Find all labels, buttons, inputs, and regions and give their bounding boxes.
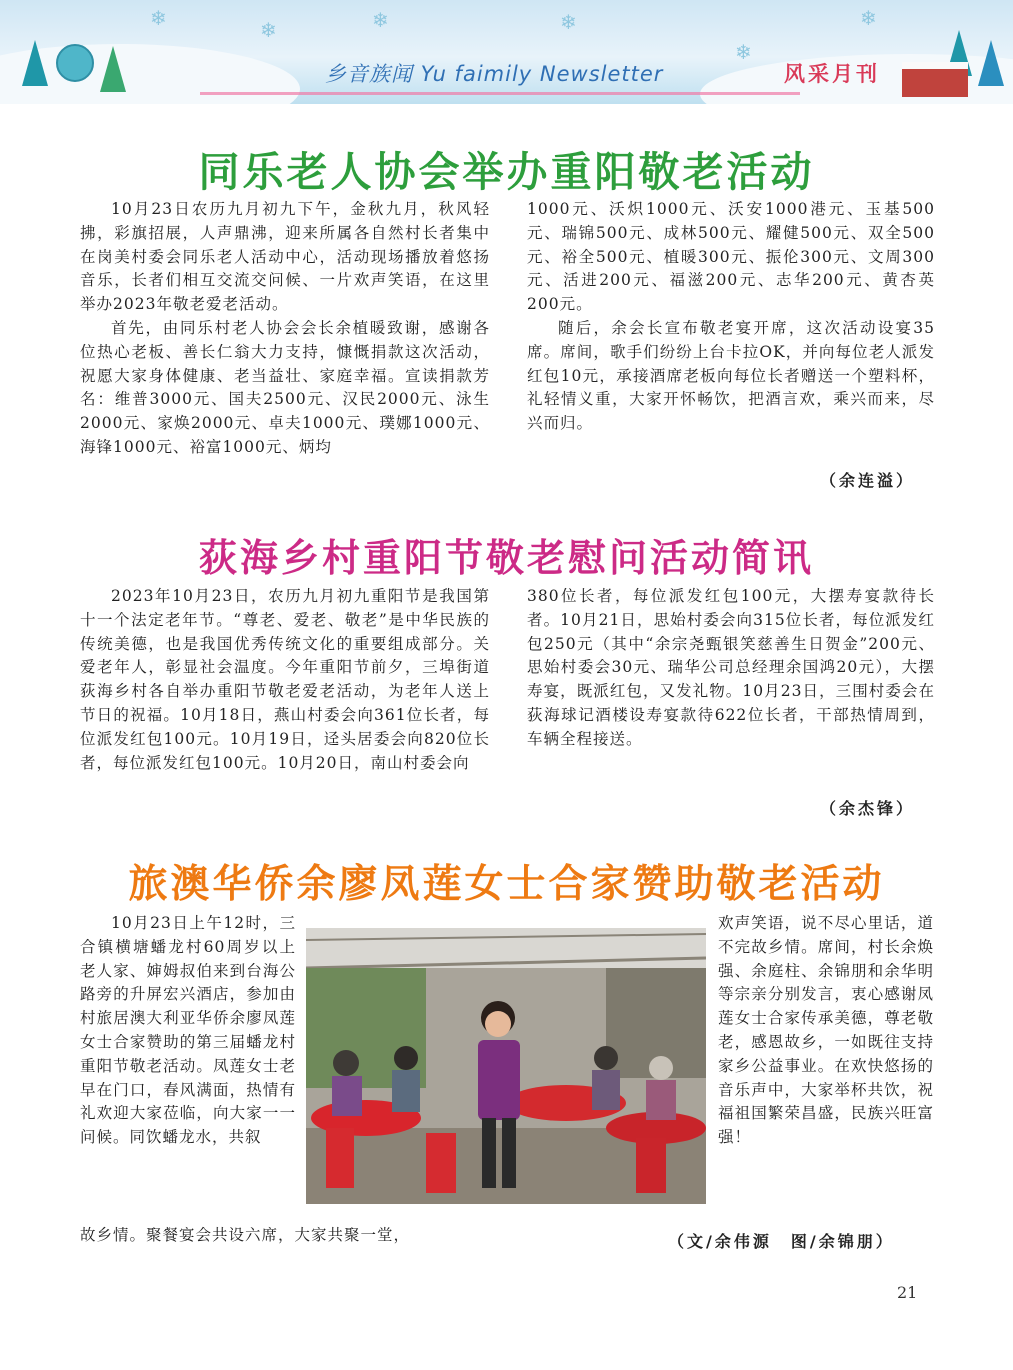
event-photo [306, 928, 706, 1204]
article1-title: 同乐老人协会举办重阳敬老活动 [198, 148, 815, 196]
article1-left-column [80, 198, 490, 460]
paragraph: 10月23日上午12时，三合镇横塘蟠龙村60周岁以上老人家、婶姆叔伯来到台海公路旁的升屏宏兴酒店，参加由村旅居澳大利亚华侨余廖凤莲女士合家赞助的第三届蟠龙村重阳节敬老活动。凤莲女士老早在门口，春风满面，热情有礼欢迎大家莅临，向大家一一问候。同饮蟠龙水，共叙 [80, 914, 296, 1147]
tree-icon [22, 40, 48, 86]
article1-author: （余连溢） [820, 471, 916, 490]
snowflake-icon: ❄ [150, 6, 167, 30]
paragraph: 2023年10月23日，农历九月初九重阳节是我国第十一个法定老年节。“尊老、爱老、敬老”是中华民族的传统美德，也是我国优秀传统文化的重要组成部分。关爱老年人，彰显社会温度。今年重阳节前夕，三埠街道荻海乡村各自举办重阳节敬老爱老活动，为老年人送上节日的祝福。10月18日，燕山村委会向361位长者，每位派发红包100元。10月19日，迳头居委会向820位长者，每位派发红包100元。10月20日，南山村委会向 [80, 587, 490, 772]
paragraph: 首先，由同乐村老人协会会长余植暖致谢，感谢各位热心老板、善长仁翁大力支持，慷慨捐款这次活动，祝愿大家身体健康、老当益壮、家庭幸福。宣读捐款芳名：维普3000元、国夫2500元、汉民2000元、泳生2000元、家焕2000元、卓夫1000元、璞娜1000元、海锋1000元、裕富1000元、炳均 [80, 318, 490, 456]
snowflake-icon: ❄ [260, 18, 277, 42]
tree-icon [978, 40, 1004, 86]
paragraph: 10月23日农历九月初九下午，金秋九月，秋风轻拂，彩旗招展，人声鼎沸，迎来所属各自然村长者集中在岗美村委会同乐老人活动中心，活动现场播放着悠扬音乐，长者们相互交流交问候、一片欢声笑语，在这里举办2023年敬老爱老活动。 [80, 200, 490, 314]
article3-bottom-line [80, 1224, 500, 1248]
magazine-name: 风采月刊 [784, 62, 880, 86]
house-icon [902, 62, 968, 97]
article2-author: （余杰锋） [820, 799, 916, 818]
article3-credits: （文/余伟源 图/余锦朋） [668, 1232, 895, 1251]
header-banner [0, 0, 1013, 104]
article2-title: 荻海乡村重阳节敬老慰问活动简讯 [198, 536, 814, 580]
snowflake-icon: ❄ [860, 6, 877, 30]
paragraph: 随后，余会长宣布敬老宴开席，这次活动设宴35席。席间，歌手们纷纷上台卡拉OK，并向每位老人派发红包10元，承接酒席老板向每位长者赠送一个塑料杯，礼轻情义重，大家开怀畅饮，把酒言欢，乘兴而来，尽兴而归。 [527, 318, 935, 433]
article3-right-column [718, 912, 934, 1150]
snowflake-icon: ❄ [560, 10, 577, 34]
tree-icon [100, 46, 126, 92]
paragraph: 故乡情。聚餐宴会共设六席，大家共聚一堂， [80, 1226, 411, 1244]
article2-left-column [80, 585, 490, 775]
newsletter-title: 乡音族闻 Yu faimily Newsletter [325, 62, 664, 86]
paragraph: 欢声笑语，说不尽心里话，道不完故乡情。席间，村长余焕强、余庭柱、余锦朋和余华明等宗亲分别发言，衷心感谢凤莲女士合家传承美德，尊老敬老，感恩故乡，一如既往支持家乡公益事业。在欢快悠扬的音乐声中，大家举杯共饮，祝福祖国繁荣昌盛，民族兴旺富强！ [718, 914, 934, 1147]
article1-right-column [527, 198, 935, 436]
snowflake-icon: ❄ [735, 40, 752, 64]
snowflake-icon: ❄ [372, 8, 389, 32]
decorative-line [200, 92, 800, 95]
page-number: 21 [897, 1283, 918, 1302]
article2-right-column [527, 585, 935, 752]
snowman-icon [56, 44, 94, 82]
article3-title: 旅澳华侨余廖凤莲女士合家赞助敬老活动 [128, 862, 885, 907]
paragraph: 380位长者，每位派发红包100元，大摆寿宴款待长者。10月21日，思始村委会向315位长者，每位派发红包250元（其中“余宗尧甄银笑慈善生日贺金”200元、思始村委会30元、瑞华公司总经理余国鸿20元），大摆寿宴，既派红包，又发礼物。10月23日，三围村委会在荻海球记酒楼设寿宴款待622位长者，干部热情周到，车辆全程接送。 [527, 587, 935, 748]
photo-illustration [306, 928, 706, 1204]
paragraph: 1000元、沃炽1000元、沃安1000港元、玉基500元、瑞锦500元、成林500元、耀健500元、双全500元、裕全500元、植暖300元、振伦300元、文周300元、活进200元、福滋200元、志华200元、黄杏英200元。 [527, 200, 935, 314]
article3-left-column [80, 912, 296, 1150]
